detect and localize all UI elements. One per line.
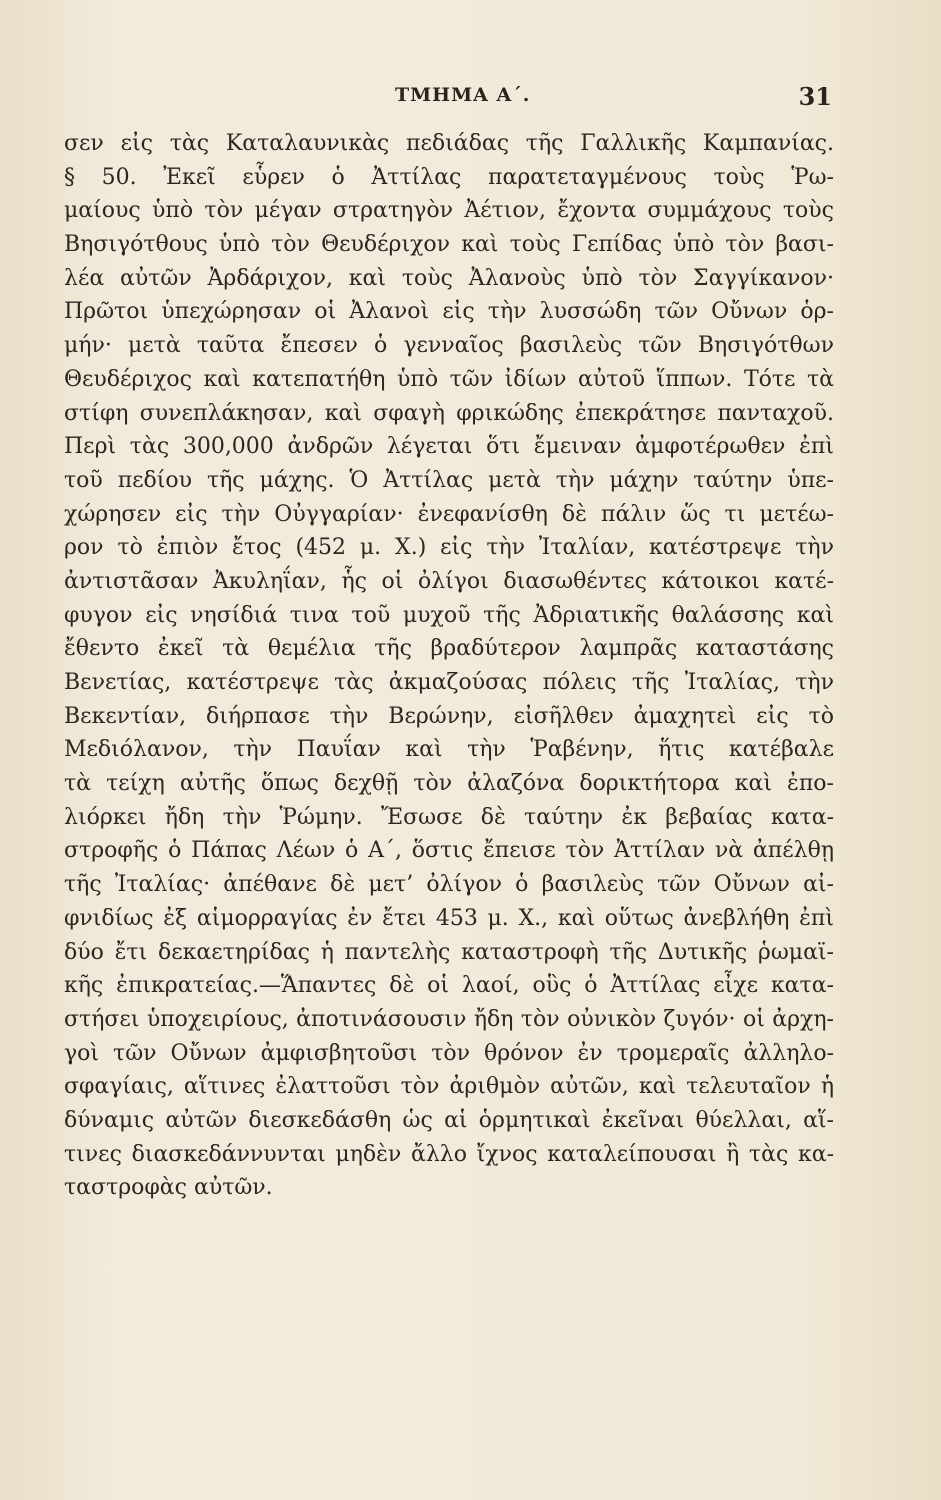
text-line: Βενετίας, κατέστρεψε τὰς ἀκμαζούσας πόλεις τῆς Ἰταλίας, τὴν (64, 670, 834, 695)
text-line: τὰ τείχη αὐτῆς ὅπως δεχθῇ τὸν ἀλαζόνα δορικτήτορα καὶ ἐπο- (64, 771, 834, 797)
text-line: Μεδιόλανον, τὴν Παυΐαν καὶ τὴν Ῥαβένην, ἥτις κατέβαλε (64, 737, 834, 763)
page-number: 31 (798, 82, 832, 111)
text-line: λιόρκει ἤδη τὴν Ῥώμην. Ἔσωσε δὲ ταύτην ἐκ βεβαίας κατα- (64, 804, 834, 830)
text-line: δύναμις αὐτῶν διεσκεδάσθη ὡς αἱ ὁρμητικαὶ ἐκεῖναι θύελλαι, αἵ- (64, 1107, 834, 1133)
text-line: ρον τὸ ἐπιὸν ἔτος (452 μ. Χ.) εἰς τὴν Ἰταλίαν, κατέστρεψε τὴν (64, 535, 834, 561)
text-line: Περὶ τὰς 300,000 ἀνδρῶν λέγεται ὅτι ἔμειναν ἀμφοτέρωθεν ἐπὶ (64, 434, 834, 460)
text-line: χώρησεν εἰς τὴν Οὐγγαρίαν· ἐνεφανίσθη δὲ πάλιν ὥς τι μετέω- (64, 501, 834, 527)
text-line: φνιδίως ἐξ αἱμορραγίας ἐν ἔτει 453 μ. Χ., καὶ οὕτως ἀνεβλήθη ἐπὶ (64, 905, 834, 931)
text-line: μήν· μετὰ ταῦτα ἔπεσεν ὁ γενναῖος βασιλεὺς τῶν Βησιγότθων (64, 333, 834, 359)
text-line: ἔθεντο ἐκεῖ τὰ θεμέλια τῆς βραδύτερον λαμπρᾶς καταστάσης (64, 636, 834, 662)
text-line: φυγον εἰς νησίδιά τινα τοῦ μυχοῦ τῆς Ἀδριατικῆς θαλάσσης καὶ (64, 602, 834, 628)
text-line: γοὶ τῶν Οὔνων ἀμφισβητοῦσι τὸν θρόνον ἐν τρομεραῖς ἀλληλο- (64, 1040, 834, 1066)
page-header (60, 84, 830, 124)
text-line: Πρῶτοι ὑπεχώρησαν οἱ Ἀλανοὶ εἰς τὴν λυσσώδη τῶν Οὔνων ὁρ- (64, 299, 834, 325)
text-line: σεν εἰς τὰς Καταλαυνικὰς πεδιάδας τῆς Γαλλικῆς Καμπανίας. (64, 131, 834, 156)
text-line: τινες διασκεδάννυνται μηδὲν ἄλλο ἴχνος καταλείπουσαι ἢ τὰς κα- (64, 1141, 834, 1167)
text-line: Βεκεντίαν, διήρπασε τὴν Βερώνην, εἰσῆλθεν ἀμαχητεὶ εἰς τὸ (64, 703, 834, 729)
text-line: στροφῆς ὁ Πάπας Λέων ὁ Α΄, ὅστις ἔπεισε τὸν Ἀττίλαν νὰ ἀπέλθῃ (64, 838, 834, 864)
text-line: στίφη συνεπλάκησαν, καὶ σφαγὴ φρικώδης ἐπεκράτησε πανταχοῦ. (64, 400, 834, 426)
text-line: Θευδέριχος καὶ κατεπατήθη ὑπὸ τῶν ἰδίων αὐτοῦ ἵππων. Τότε τὰ (64, 366, 834, 392)
text-line: ἀντιστᾶσαν Ἀκυληΐαν, ἧς οἱ ὀλίγοι διασωθέντες κάτοικοι κατέ- (64, 568, 834, 594)
text-line: τῆς Ἰταλίας· ἀπέθανε δὲ μετ’ ὀλίγον ὁ βασιλεὺς τῶν Οὔνων αἰ- (64, 872, 834, 898)
body-text (64, 127, 834, 1205)
text-line: δύο ἔτι δεκαετηρίδας ἡ παντελὴς καταστροφὴ τῆς Δυτικῆς ῥωμαϊ- (64, 939, 834, 965)
text-line: μαίους ὑπὸ τὸν μέγαν στρατηγὸν Ἀέτιον, ἔχοντα συμμάχους τοὺς (64, 198, 834, 224)
text-line: κῆς ἐπικρατείας.—Ἅπαντες δὲ οἱ λαοί, οὓς ὁ Ἀττίλας εἶχε κατα- (64, 973, 834, 999)
text-line: τοῦ πεδίου τῆς μάχης. Ὁ Ἀττίλας μετὰ τὴν μάχην ταύτην ὑπε- (64, 467, 834, 493)
text-line: ταστροφὰς αὐτῶν. (64, 1175, 273, 1201)
running-head: ΤΜΗΜΑ Α΄. (395, 84, 531, 106)
text-line: λέα αὐτῶν Ἀρδάριχον, καὶ τοὺς Ἀλανοὺς ὑπὸ τὸν Σαγγίκανον· (64, 265, 834, 291)
text-line: στήσει ὑποχειρίους, ἀποτινάσουσιν ἤδη τὸν οὐνικὸν ζυγόν· οἱ ἀρχη- (64, 1006, 834, 1032)
text-line: § 50. Ἐκεῖ εὗρεν ὁ Ἀττίλας παρατεταγμένους τοὺς Ῥω- (64, 164, 834, 190)
text-line: σφαγίαις, αἵτινες ἐλαττοῦσι τὸν ἀριθμὸν αὐτῶν, καὶ τελευταῖον ἡ (64, 1074, 834, 1100)
text-line: Βησιγότθους ὑπὸ τὸν Θευδέριχον καὶ τοὺς Γεπίδας ὑπὸ τὸν βασι- (64, 232, 834, 258)
